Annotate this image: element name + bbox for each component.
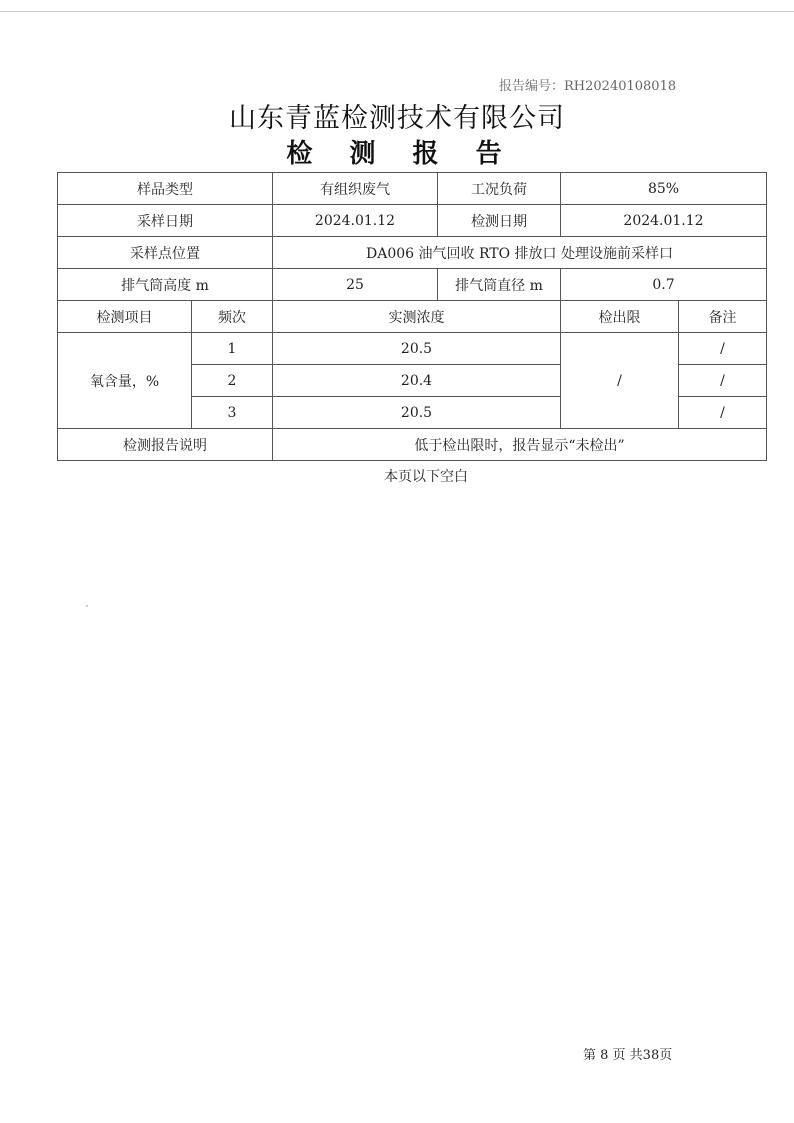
item-name: 氧含量，% [58, 333, 192, 429]
col-header-note: 备注 [679, 301, 767, 333]
concentration-cell: 20.4 [273, 365, 561, 397]
concentration-cell: 20.5 [273, 333, 561, 365]
sampling-date-label: 采样日期 [58, 205, 273, 237]
blank-below-note: 本页以下空白 [384, 469, 468, 485]
report-number: 报告编号：RH20240108018 [499, 79, 677, 94]
test-date-value: 2024.01.12 [561, 205, 767, 237]
location-label: 采样点位置 [58, 237, 273, 269]
table-row [58, 173, 767, 205]
table-row [58, 333, 767, 365]
stack-height-value: 25 [273, 269, 438, 301]
remark-value: 低于检出限时，报告显示“未检出” [273, 429, 767, 461]
location-value: DA006 油气回收 RTO 排放口 处理设施前采样口 [273, 237, 767, 269]
table-row [58, 205, 767, 237]
note-cell: / [679, 333, 767, 365]
stack-diameter-label: 排气筒直径 m [438, 269, 561, 301]
sample-type-label: 样品类型 [58, 173, 273, 205]
frequency-cell: 1 [192, 333, 273, 365]
table-row [58, 429, 767, 461]
report-title: 检 测 报 告 [286, 139, 516, 169]
detection-limit-cell: / [561, 333, 679, 429]
col-header-frequency: 频次 [192, 301, 273, 333]
test-report-table [57, 172, 767, 461]
stack-diameter-value: 0.7 [561, 269, 767, 301]
col-header-detection-limit: 检出限 [561, 301, 679, 333]
remark-label: 检测报告说明 [58, 429, 273, 461]
test-date-label: 检测日期 [438, 205, 561, 237]
sample-type-value: 有组织废气 [273, 173, 438, 205]
concentration-cell: 20.5 [273, 397, 561, 429]
scan-speck [86, 605, 88, 607]
load-label: 工况负荷 [438, 173, 561, 205]
note-cell: / [679, 397, 767, 429]
sampling-date-value: 2024.01.12 [273, 205, 438, 237]
table-row [58, 269, 767, 301]
stack-height-label: 排气筒高度 m [58, 269, 273, 301]
table-header-row [58, 301, 767, 333]
frequency-cell: 3 [192, 397, 273, 429]
frequency-cell: 2 [192, 365, 273, 397]
table-row [58, 237, 767, 269]
load-value: 85% [561, 173, 767, 205]
note-cell: / [679, 365, 767, 397]
col-header-item: 检测项目 [58, 301, 192, 333]
company-name: 山东青蓝检测技术有限公司 [229, 103, 565, 134]
top-divider [0, 11, 794, 12]
col-header-concentration: 实测浓度 [273, 301, 561, 333]
page-number: 第 8 页 共38页 [583, 1048, 673, 1063]
